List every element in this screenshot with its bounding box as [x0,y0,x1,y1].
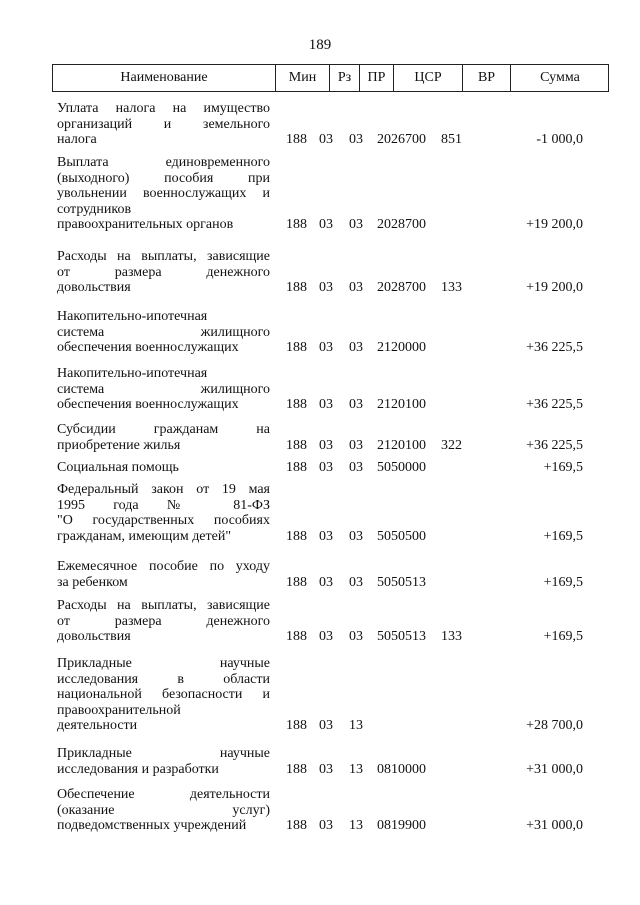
cell-sum: +19 200,0 [526,280,583,296]
table-header [52,64,609,92]
cell-vr: 133 [441,280,462,296]
cell-csr: 2120100 [377,437,426,453]
cell-pr: 03 [349,132,363,148]
cell-pr: 03 [349,340,363,356]
item-name-line: от размера денежного [57,613,270,629]
item-name-line: правоохранительной [57,702,181,718]
item-name [57,155,270,233]
page-number: 189 [308,37,332,53]
item-name-line: Накопительно-ипотечная [57,309,208,324]
cell-min: 188 [286,460,307,475]
item-name-line: Накопительно-ипотечная [57,366,208,381]
table-row [0,559,640,590]
cell-min: 188 [286,132,307,148]
item-name-line: (выходного) пособия при [57,170,270,186]
table-row [0,155,640,233]
cell-rz: 03 [319,574,333,590]
cell-csr: 2028700 [377,217,426,233]
cell-rz: 03 [319,629,333,645]
item-name-line: Социальная помощь [57,460,179,475]
item-name-line: от размера денежного [57,264,270,280]
cell-rz: 03 [319,761,333,777]
cell-min: 188 [286,437,307,453]
cell-pr: 03 [349,397,363,413]
cell-sum: +169,5 [543,528,583,544]
item-name [57,598,270,645]
cell-pr: 03 [349,460,363,475]
item-name-line: обеспечения военнослужащих [57,340,239,356]
cell-csr: 2120000 [377,340,426,356]
cell-min: 188 [286,629,307,645]
cell-rz: 03 [319,217,333,233]
item-name-line: правоохранительных органов [57,217,234,233]
item-name-line: 1995 года № 81-ФЗ [57,497,270,513]
item-name-line: приобретение жилья [57,437,181,453]
header-csr: ЦСР [393,65,462,91]
cell-min: 188 [286,528,307,544]
item-name [57,366,270,413]
cell-csr: 5050513 [377,574,426,590]
cell-min: 188 [286,718,307,734]
header-pr: ПР [359,65,393,91]
cell-vr: 133 [441,629,462,645]
table-row [0,101,640,148]
header-name: Наименование [120,70,208,85]
cell-min: 188 [286,818,307,834]
cell-pr: 13 [349,761,363,777]
item-name-line: сотрудников [57,201,132,217]
table-row [0,746,640,777]
cell-csr: 2120100 [377,397,426,413]
table-row [0,422,640,453]
item-name-line: организаций и земельного [57,116,270,132]
cell-csr: 0819900 [377,818,426,834]
cell-rz: 03 [319,132,333,148]
header-rz: Рз [329,65,359,91]
item-name-line: гражданам, имеющим детей" [57,528,232,544]
cell-csr: 2026700 [377,132,426,148]
cell-sum: +19 200,0 [526,217,583,233]
cell-sum: +36 225,5 [526,437,583,453]
cell-pr: 03 [349,528,363,544]
item-name-line: увольнении военнослужащих и [57,186,270,202]
table-row [0,482,640,544]
item-name [57,101,270,148]
item-name-line: (оказание услуг) [57,802,270,818]
item-name-line: национальной безопасности и [57,687,270,703]
item-name-line: подведомственных учреждений [57,818,247,834]
cell-rz: 03 [319,437,333,453]
item-name [57,422,270,453]
item-name-line: система жилищного [57,381,270,397]
item-name-line: обеспечения военнослужащих [57,397,239,413]
cell-rz: 03 [319,818,333,834]
cell-csr: 0810000 [377,761,426,777]
item-name [57,309,270,356]
cell-pr: 13 [349,818,363,834]
item-name-line: Прикладные научные [57,656,270,671]
cell-min: 188 [286,340,307,356]
cell-rz: 03 [319,460,333,475]
cell-pr: 03 [349,437,363,453]
cell-rz: 03 [319,397,333,413]
cell-csr: 5050000 [377,460,426,475]
cell-pr: 03 [349,574,363,590]
cell-vr: 851 [441,132,462,148]
item-name-line: довольствия [57,280,131,296]
item-name-line: за ребенком [57,574,128,590]
item-name-line: "О государственных пособиях [57,513,270,529]
item-name-line: исследования и разработки [57,761,219,777]
cell-sum: +28 700,0 [526,718,583,734]
item-name-line: исследования в области [57,671,270,687]
item-name-line: Федеральный закон от 19 мая [57,482,270,497]
cell-min: 188 [286,217,307,233]
table-row [0,366,640,413]
cell-sum: +31 000,0 [526,761,583,777]
item-name [57,656,270,734]
cell-min: 188 [286,574,307,590]
cell-min: 188 [286,761,307,777]
cell-csr: 2028700 [377,280,426,296]
table-row [0,656,640,734]
cell-pr: 03 [349,280,363,296]
item-name-line: Уплата налога на имущество [57,101,270,116]
item-name-line: Прикладные научные [57,746,270,761]
cell-sum: +169,5 [543,629,583,645]
table-row [0,249,640,296]
item-name [57,746,270,777]
item-name [57,787,270,834]
cell-rz: 03 [319,340,333,356]
item-name [57,482,270,544]
cell-rz: 03 [319,718,333,734]
cell-min: 188 [286,397,307,413]
table-row [0,598,640,645]
item-name-line: Расходы на выплаты, зависящие [57,249,270,264]
cell-sum: -1 000,0 [536,132,583,148]
item-name-line: Выплата единовременного [57,155,270,170]
item-name-line: Ежемесячное пособие по уходу [57,559,270,574]
item-name-line: система жилищного [57,324,270,340]
cell-sum: +169,5 [543,460,583,475]
cell-sum: +36 225,5 [526,340,583,356]
cell-rz: 03 [319,280,333,296]
cell-min: 188 [286,280,307,296]
cell-sum: +31 000,0 [526,818,583,834]
cell-sum: +36 225,5 [526,397,583,413]
item-name-line: деятельности [57,718,138,734]
header-min: Мин [275,65,329,91]
header-vr: ВР [462,65,510,91]
cell-pr: 13 [349,718,363,734]
header-sum: Сумма [510,65,609,91]
item-name-line: Субсидии гражданам на [57,422,270,437]
item-name [57,559,270,590]
table-row [0,460,640,476]
cell-csr: 5050500 [377,528,426,544]
item-name-line: налога [57,132,97,148]
cell-rz: 03 [319,528,333,544]
item-name [57,460,270,476]
item-name-line: Расходы на выплаты, зависящие [57,598,270,613]
table-row [0,309,640,356]
cell-pr: 03 [349,217,363,233]
cell-pr: 03 [349,629,363,645]
item-name-line: Обеспечение деятельности [57,787,270,802]
cell-vr: 322 [441,437,462,453]
table-row [0,787,640,834]
cell-sum: +169,5 [543,574,583,590]
item-name [57,249,270,296]
item-name-line: довольствия [57,629,131,645]
cell-csr: 5050513 [377,629,426,645]
